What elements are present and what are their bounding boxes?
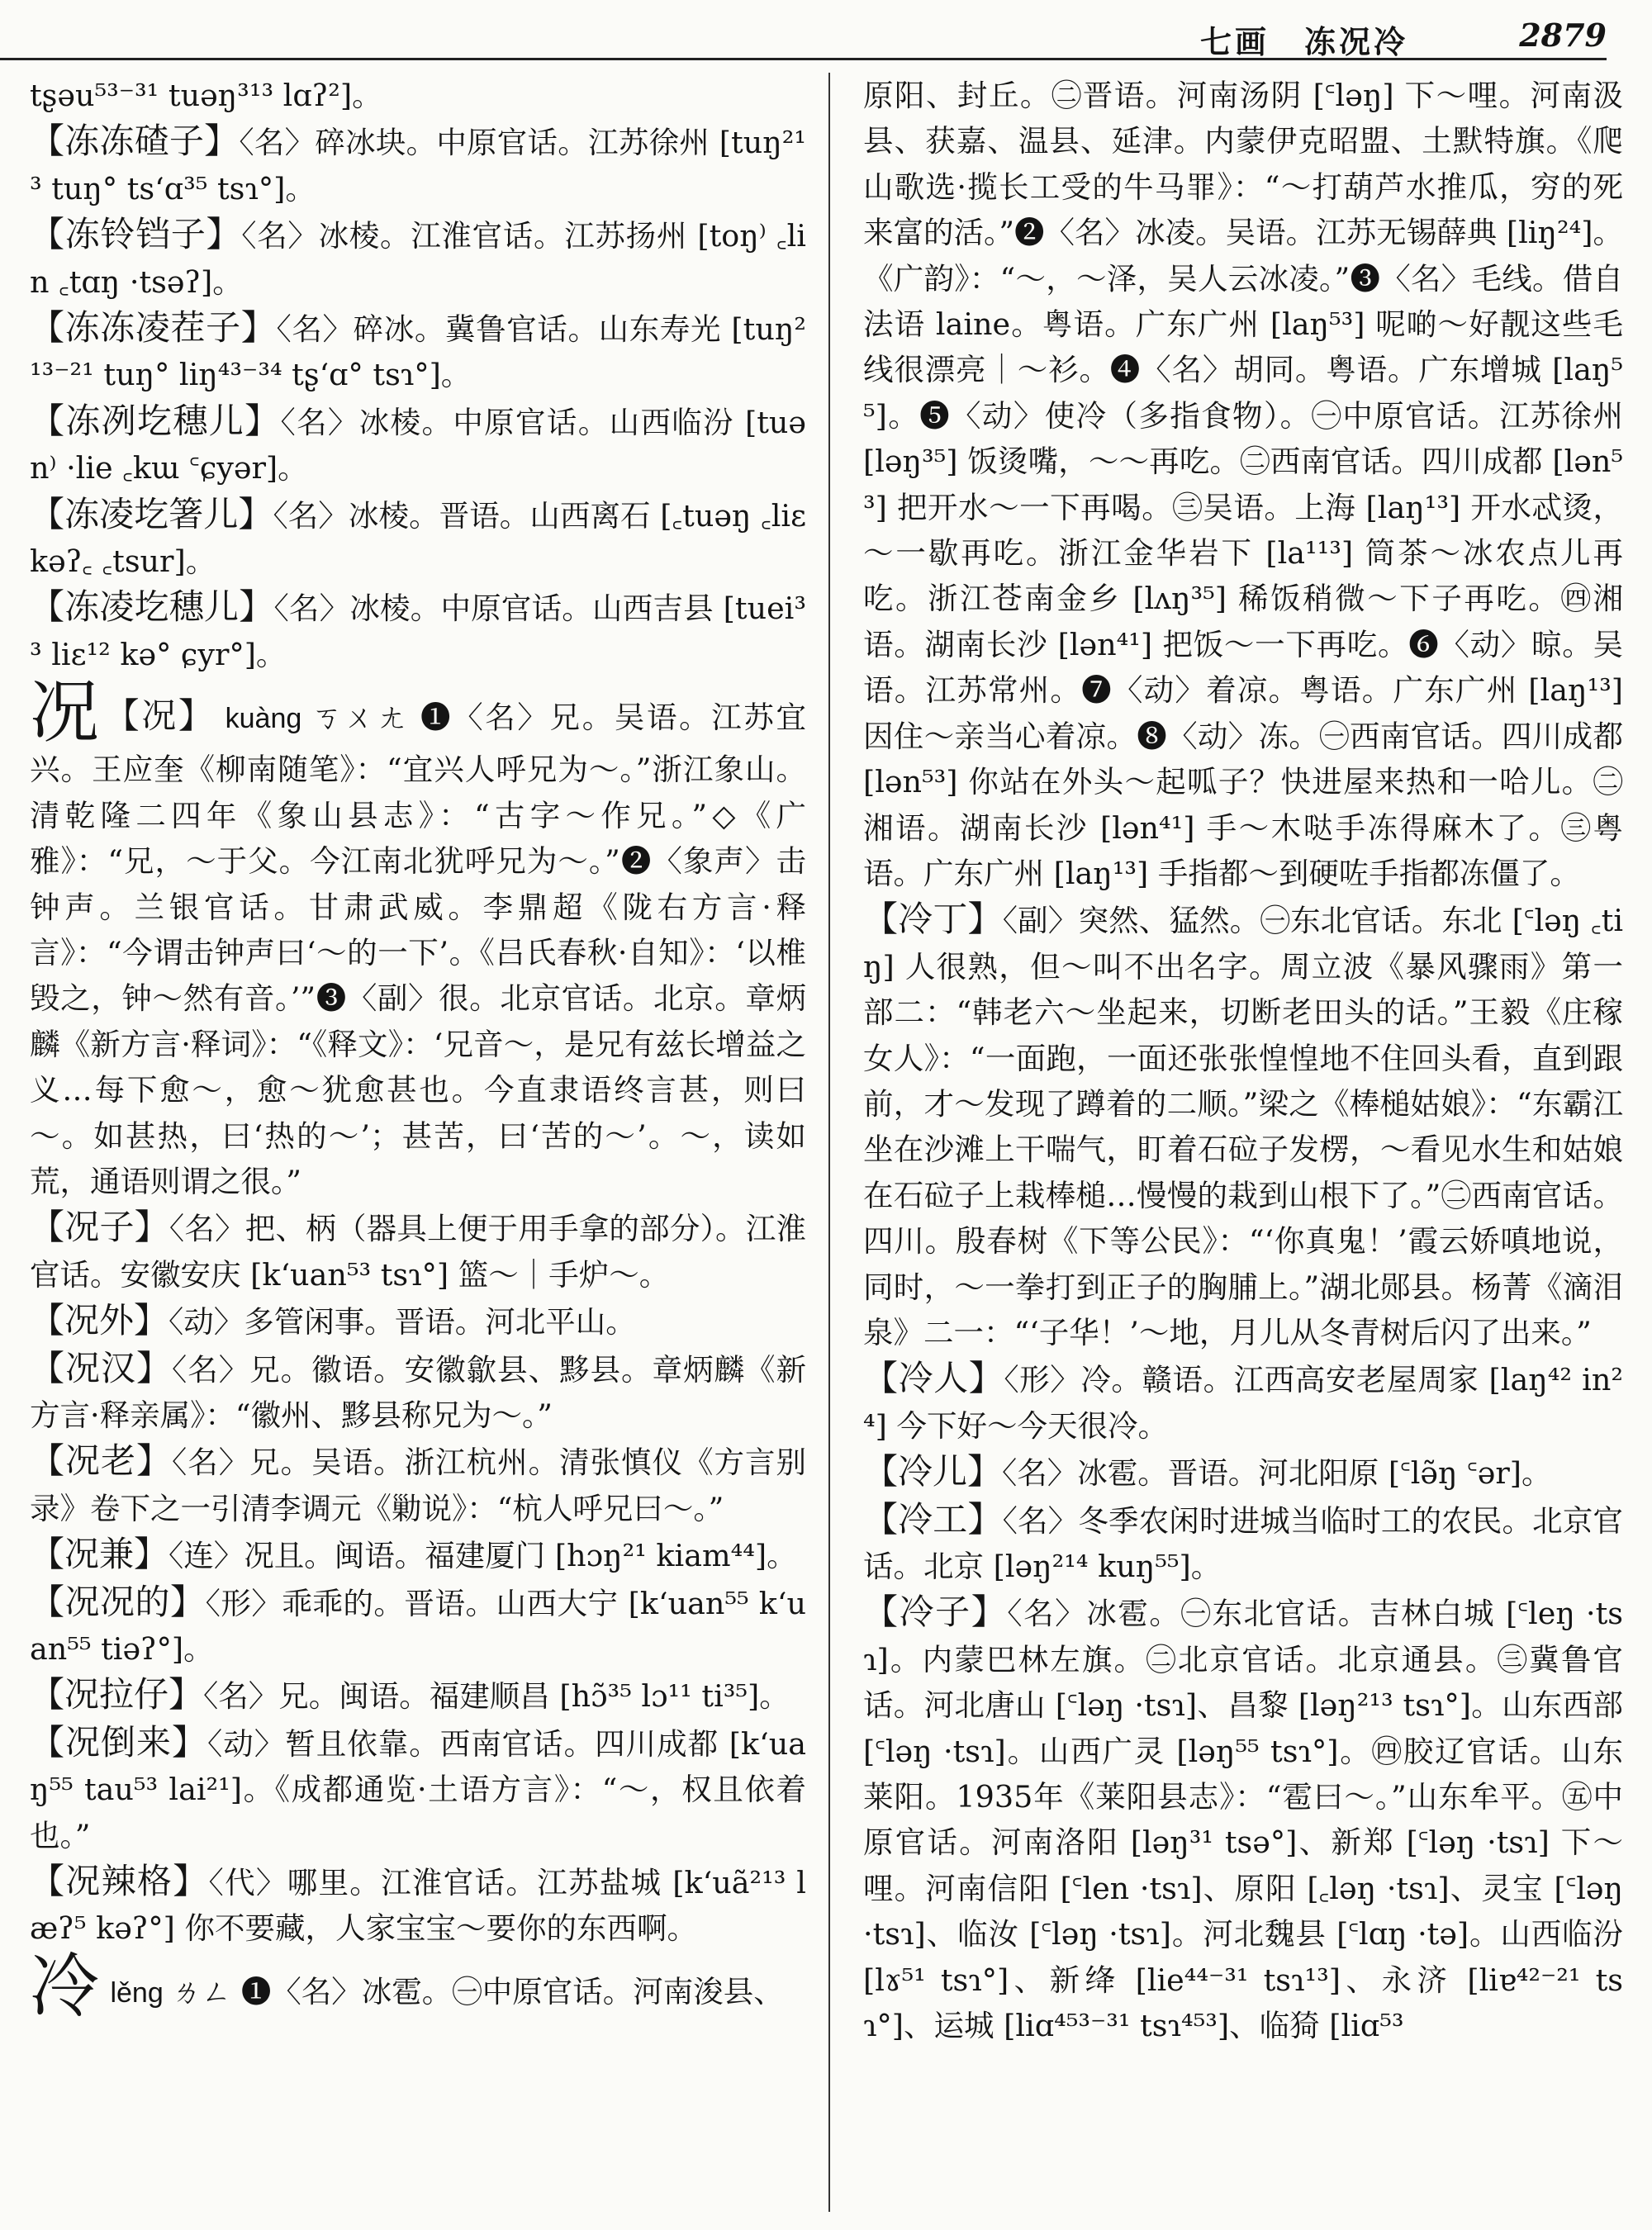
- entry-headword: 【况外】: [30, 1300, 169, 1341]
- entry-headword: 【冻凌圪穗儿】: [30, 586, 274, 628]
- pinyin: lěng: [102, 1976, 172, 2009]
- entry-body: ❶〈名〉冰雹。㊀中原官话。河南浚县、: [240, 1973, 784, 2009]
- entry-headword: 【况倒来】: [30, 1721, 207, 1763]
- entry-headword: 【况辣格】: [30, 1861, 209, 1902]
- dictionary-entry: [30, 1672, 806, 1719]
- entry-headword: 【况子】: [30, 1207, 169, 1248]
- entry-body: 〈名〉兄。闽语。福建顺昌 [hɔ̃³⁵ lɔ¹¹ ti³⁵]。: [203, 1678, 790, 1715]
- dictionary-entry: [863, 1497, 1623, 1590]
- entry-headword: 【冻冻凌茬子】: [30, 307, 277, 349]
- entry-headword: 【况老】: [30, 1440, 172, 1482]
- zhuyin: ㄌㄥ: [171, 1973, 241, 2009]
- right-column: [863, 73, 1623, 2048]
- pinyin: kuàng: [215, 703, 312, 735]
- dictionary-entry: [30, 491, 806, 585]
- entry-headword: 【况兼】: [30, 1534, 169, 1575]
- dictionary-entry: [30, 1298, 806, 1345]
- entry-body: 〈动〉暂且依靠。西南官话。四川成都 [kʻuaŋ⁵⁵ tau⁵³ lai²¹]。《成都通览·土语方言》：“～，权且依着也。”: [30, 1725, 806, 1853]
- page-number: 2879: [1519, 17, 1607, 54]
- entry-headword: 【况拉仔】: [30, 1674, 204, 1715]
- dictionary-entry: [30, 211, 806, 305]
- head-character: 冷: [30, 1945, 100, 2027]
- head-character: 况: [30, 671, 102, 753]
- dictionary-entry: [30, 305, 806, 398]
- entry-headword: 【冻冽圪穗儿】: [30, 400, 281, 441]
- continuation-text: 原阳、封丘。㊁晋语。河南汤阴 [꜂ləŋ] 下～哩。河南汲县、获嘉、温县、延津。内蒙伊克昭盟、土默特旗。《爬山歌选·揽长工受的牛马罪》：“～打葫芦水推瓜，穷的死来富的活。”❷〈名〉冰凌。吴语。江苏无锡薛典 [liŋ²⁴]。《广韵》：“～，～泽，吴人云冰凌。”❸〈名〉毛线。借自法语 laine。粤语。广东广州 [laŋ⁵³] 呢啲～好靓这些毛线很漂亮｜～衫。❹〈名〉胡同。粤语。广东增城 [laŋ⁵⁵]。❺〈动〉使冷（多指食物）。㊀中原官话。江苏徐州 [ləŋ³⁵] 饭烫嘴，～～再吃。㊁西南官话。四川成都 [lən⁵³] 把开水～一下再喝。㊂吴语。上海 [laŋ¹³] 开水忒烫，～一歇再吃。浙江金华岩下 [la¹¹³] 筒茶～冰农点儿再吃。浙江苍南金乡 [lʌŋ³⁵] 稀饭稍微～下子再吃。㊃湘语。湖南长沙 [lən⁴¹] 把饭～一下再吃。❻〈动〉晾。吴语。江苏常州。❼〈动〉着凉。粤语。广东广州 [laŋ¹³] 因住～亲当心着凉。❽〈动〉冻。㊀西南官话。四川成都 [lən⁵³] 你站在外头～起呱子？快进屋来热和一哈儿。㊁湘语。湖南长沙 [lən⁴¹] 手～木哒手冻得麻木了。㊂粤语。广东广州 [laŋ¹³] 手指都～到硬咗手指都冻僵了。: [863, 78, 1623, 891]
- entry-body: 〈名〉冰雹。㊀东北官话。吉林白城 [꜂leŋ ·tsɿ]。内蒙巴林左旗。㊁北京官话。北京通县。㊂冀鲁官话。河北唐山 [꜂ləŋ ·tsɿ]、昌黎 [ləŋ²¹³ tsɿ°]。山东西部 [꜂ləŋ ·tsɿ]。山西广灵 [ləŋ⁵⁵ tsɿ°]。㊃胶辽官话。山东莱阳。1935年《莱阳县志》：“雹曰～。”山东牟平。㊄中原官话。河南洛阳 [ləŋ³¹ tsə°]、新郑 [꜂ləŋ ·tsɿ] 下～哩。河南信阳 [꜂len ·tsɿ]、原阳 [꜀ləŋ ·tsɿ]、灵宝 [꜂ləŋ ·tsɿ]、临汝 [꜂ləŋ ·tsɿ]。河北魏县 [꜂lɑŋ ·tə]。山西临汾 [lɤ⁵¹ tsɿ°]、新绛 [lie⁴⁴⁻³¹ tsɿ¹³]、永济 [liɐ⁴²⁻²¹ tsɿ°]、运城 [liɑ⁴⁵³⁻³¹ tsɿ⁴⁵³]、临猗 [liɑ⁵³: [863, 1596, 1623, 2044]
- entry-body: 〈形〉乖乖的。晋语。山西大宁 [kʻuan⁵⁵ kʻuan⁵⁵ tiəʔ°]。: [30, 1585, 806, 1667]
- entry-body: 〈名〉冰棱。中原官话。山西吉县 [tuei³³ liɛ¹² kə° ɕyr°]。: [30, 591, 806, 672]
- entry-body: 〈动〉多管闲事。晋语。河北平山。: [169, 1304, 636, 1340]
- entry-body: 〈代〉哪里。江淮官话。江苏盐城 [kʻuã²¹³ læʔ⁵ kəʔ°] 你不要藏，人家宝宝～要你的东西啊。: [30, 1865, 806, 1947]
- entry-body: 〈名〉兄。吴语。浙江杭州。清张慎仪《方言别录》卷下之一引清李调元《勦说》：“杭人呼兄曰～。”: [30, 1445, 806, 1526]
- entry-headword: 【冻冻碴子】: [30, 121, 240, 162]
- entry-headword: 【冷人】: [863, 1358, 1004, 1399]
- entry-headword: 【冷子】: [863, 1592, 1008, 1633]
- entry-body: 〈名〉把、柄（器具上便于用手拿的部分）。江淮官话。安徽安庆 [kʻuan⁵³ tsɿ°] 篮～｜手炉～。: [30, 1211, 806, 1293]
- character-entry: [30, 671, 806, 1204]
- entry-body: 〈名〉冰棱。晋语。山西离石 [꜀tuəŋ ꜀liɛ kəʔ꜀ ꜀tsur]。: [30, 497, 806, 580]
- dictionary-entry: [30, 1579, 806, 1672]
- dictionary-entry: [30, 1438, 806, 1531]
- dictionary-entry: [30, 1204, 806, 1298]
- entry-headword: 【冷丁】: [863, 899, 1003, 940]
- entry-headword: 【况汉】: [30, 1347, 172, 1388]
- entry-body: 〈名〉冰棱。江淮官话。江苏扬州 [toŋ⁾ ꜀lin ꜀tɑŋ ·tsəʔ]。: [30, 218, 806, 300]
- dictionary-entry: [30, 398, 806, 491]
- dictionary-entry: [30, 1858, 806, 1952]
- entry-headword: 【冷工】: [863, 1498, 1003, 1540]
- entry-headword: 【冻凌圪箸儿】: [30, 493, 273, 534]
- dictionary-entry: [30, 1345, 806, 1439]
- entry-headword: 【况况的】: [30, 1581, 206, 1622]
- entry-headword: 【冷儿】: [863, 1451, 1003, 1492]
- entry-body: ❶〈名〉兄。吴语。江苏宜兴。王应奎《柳南随笔》：“宜兴人呼兄为～。”浙江象山。清乾隆二四年《象山县志》：“古字～作兄。”◇《广雅》：“兄，～于父。今江南北犹呼兄为～。”❷〈象声〉击钟声。兰银官话。甘肃武威。李鼎超《陇右方言·释言》：“今谓击钟声曰‘～的一下’。《吕氏春秋·自知》：‘以椎毁之，钟～然有音。’”❸〈副〉很。北京官话。北京。章炳麟《新方言·释词》：“《释文》：‘兄音～，是兄有兹长增益之义…每下愈～，愈～犹愈甚也。今直隶语终言甚，则曰～。如甚热，曰‘热的～’；甚苦，曰‘苦的～’。～，读如荒，通语则谓之很。”: [30, 700, 806, 1199]
- entry-body: 〈形〉冷。赣语。江西高安老屋周家 [laŋ⁴² in²⁴] 今下好～今天很冷。: [863, 1362, 1623, 1444]
- entry-body: 〈副〉突然、猛然。㊀东北官话。东北 [꜂ləŋ ꜀tiŋ] 人很熟，但～叫不出名字。周立波《暴风骤雨》第一部二：“韩老六～坐起来，切断老田头的话。”王毅《庄稼女人》：“一面跑，一面还张张惶惶地不住回头看，直到跟前，才～发现了蹲着的二顺。”梁之《棒槌姑娘》：“东霸江坐在沙滩上干喘气，盯着石砬子发楞，～看见水生和姑娘在石砬子上栽棒槌…慢慢的栽到山根下了。”㊁西南官话。四川。殷春树《下等公民》：“‘你真鬼！’霞云娇嗔地说，同时，～一拳打到正子的胸脯上。”湖北郧县。杨菁《滴泪泉》二一：“‘子华！’～地，月儿从冬青树后闪了出来。”: [863, 903, 1623, 1350]
- continuation-text: tʂəu⁵³⁻³¹ tuəŋ³¹³ lɑʔ²]。: [30, 78, 382, 113]
- dictionary-entry: [30, 584, 806, 677]
- dictionary-entry: [863, 1355, 1623, 1449]
- entry-body: 〈名〉冰棱。中原官话。山西临汾 [tuən⁾ ·lie ꜀kɯ ꜂ɕyər]。: [30, 404, 806, 486]
- dictionary-entry: [863, 1589, 1623, 2048]
- column-divider: [828, 73, 830, 2212]
- dictionary-entry: [863, 896, 1623, 1355]
- entry-body: 〈名〉冬季农闲时进城当临时工的农民。北京官话。北京 [ləŋ²¹⁴ kuŋ⁵⁵]。: [863, 1502, 1623, 1584]
- entry-body: 〈名〉碎冰块。中原官话。江苏徐州 [tuŋ²¹³ tuŋ° tsʻɑ³⁵ tsɿ°]。: [30, 125, 806, 206]
- entry-body: 〈名〉冰雹。晋语。河北阳原 [꜂lə̃ŋ ꜂ər]。: [1002, 1455, 1552, 1492]
- dictionary-entry: [30, 1531, 806, 1578]
- character-entry: [30, 1945, 806, 2027]
- dictionary-entry: [30, 118, 806, 211]
- dictionary-entry: [863, 1449, 1623, 1496]
- entry-body: 〈名〉碎冰。冀鲁官话。山东寿光 [tuŋ²¹³⁻²¹ tuŋ° liŋ⁴³⁻³⁴ tʂʻɑ° tsɿ°]。: [30, 311, 806, 393]
- section-title: 七画 冻况冷: [1199, 23, 1408, 60]
- entry-body: 〈连〉况且。闽语。福建厦门 [hɔŋ²¹ kiam⁴⁴]。: [169, 1538, 797, 1574]
- entry-headword: 【冻铃铛子】: [30, 214, 242, 255]
- zhuyin: ㄎㄨㄤ: [311, 700, 421, 736]
- entry-body: 〈名〉兄。徽语。安徽歙县、黟县。章炳麟《新方言·释亲属》：“徽州、黟县称兄为～。”: [30, 1351, 806, 1433]
- left-column: [30, 73, 806, 2027]
- entry-headword: 【况】: [104, 695, 216, 737]
- page-header: [0, 7, 1607, 60]
- dictionary-entry: [30, 1720, 806, 1858]
